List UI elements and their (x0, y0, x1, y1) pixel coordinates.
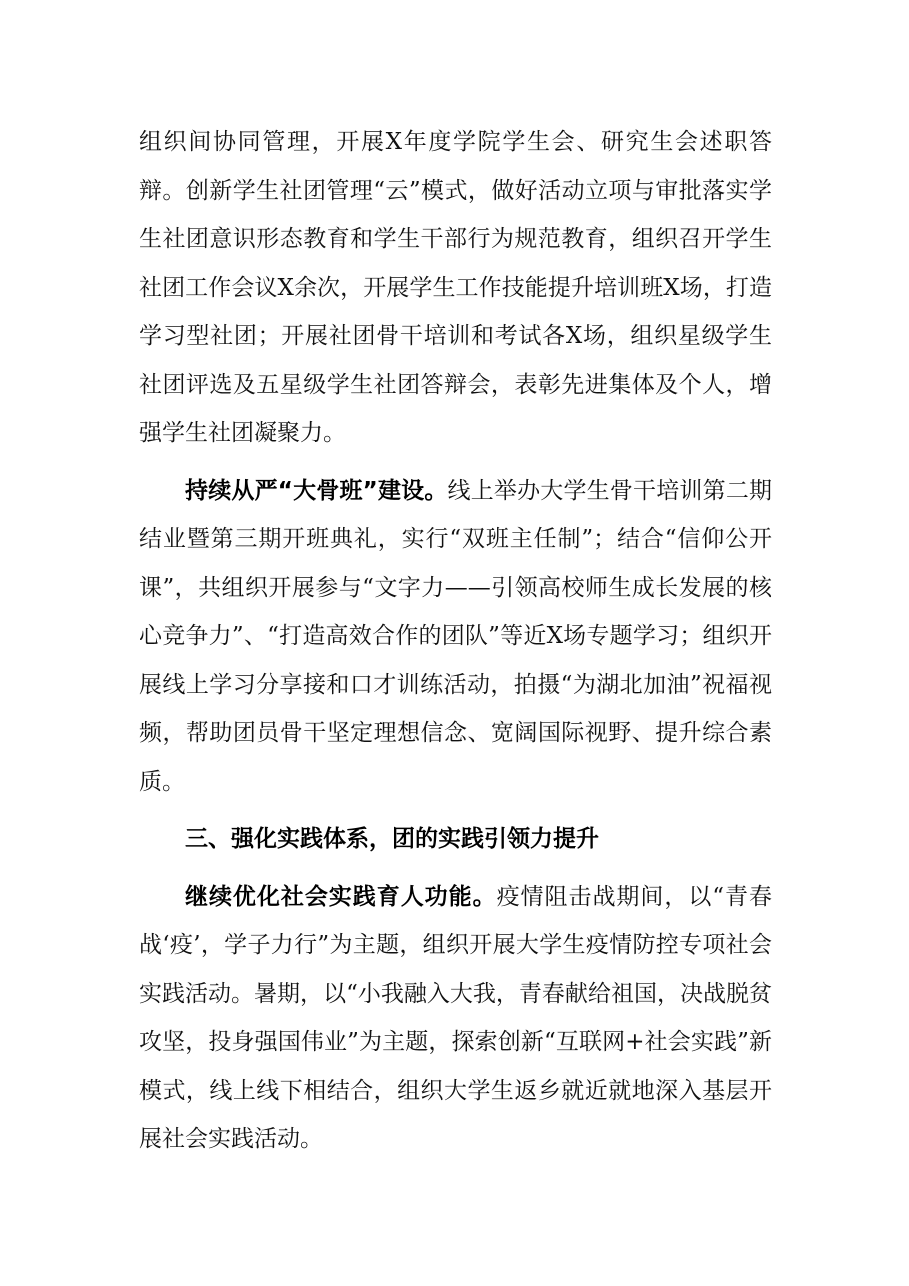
paragraph-text: 疫情阻击战期间，以“青春战‘疫’，学子力行”为主题，组织开展大学生疫情防控专项社会实践活动。暑期，以“小我融入大我，青春献给祖国，决战脱贫攻坚，投身强国伟业”为主题，探索创新“互联网+社会实践”新模式，线上线下相结合，组织大学生返乡就近就地深入基层开展社会实践活动。 (139, 883, 773, 1152)
paragraph-lead: 继续优化社会实践育人功能。 (185, 883, 497, 910)
paragraph-text: 线上举办大学生骨干培训第二期结业暨第三期开班典礼，实行“双班主任制”；结合“信仰公开课”，共组织开展参与“文字力——引领高校师生成长发展的核心竞争力”、“打造高效合作的团队”等近X场专题学习；组织开展线上学习分享接和口才训练活动，拍摄“为湖北加油”祝福视频，帮助团员骨干坚定理想信念、宽阔国际视野、提升综合素质。 (139, 477, 773, 795)
section-heading: 三、强化实践体系，团的实践引领力提升 (185, 826, 599, 852)
paragraph-lead: 持续从严“大骨班”建设。 (185, 477, 448, 504)
paragraph-social-practice (139, 873, 772, 1164)
paragraph-backbone-class (139, 467, 772, 807)
paragraph-student-union (139, 118, 772, 458)
paragraph-text: 组织间协同管理，开展X年度学院学生会、研究生会述职答辩。创新学生社团管理“云”模式，做好活动立项与审批落实学生社团意识形态教育和学生干部行为规范教育，组织召开学生社团工作会议X余次，开展学生工作技能提升培训班X场，打造学习型社团；开展社团骨干培训和考试各X场，组织星级学生社团评选及五星级学生社团答辩会，表彰先进集体及个人，增强学生社团凝聚力。 (139, 129, 772, 446)
document-body (139, 118, 772, 1164)
